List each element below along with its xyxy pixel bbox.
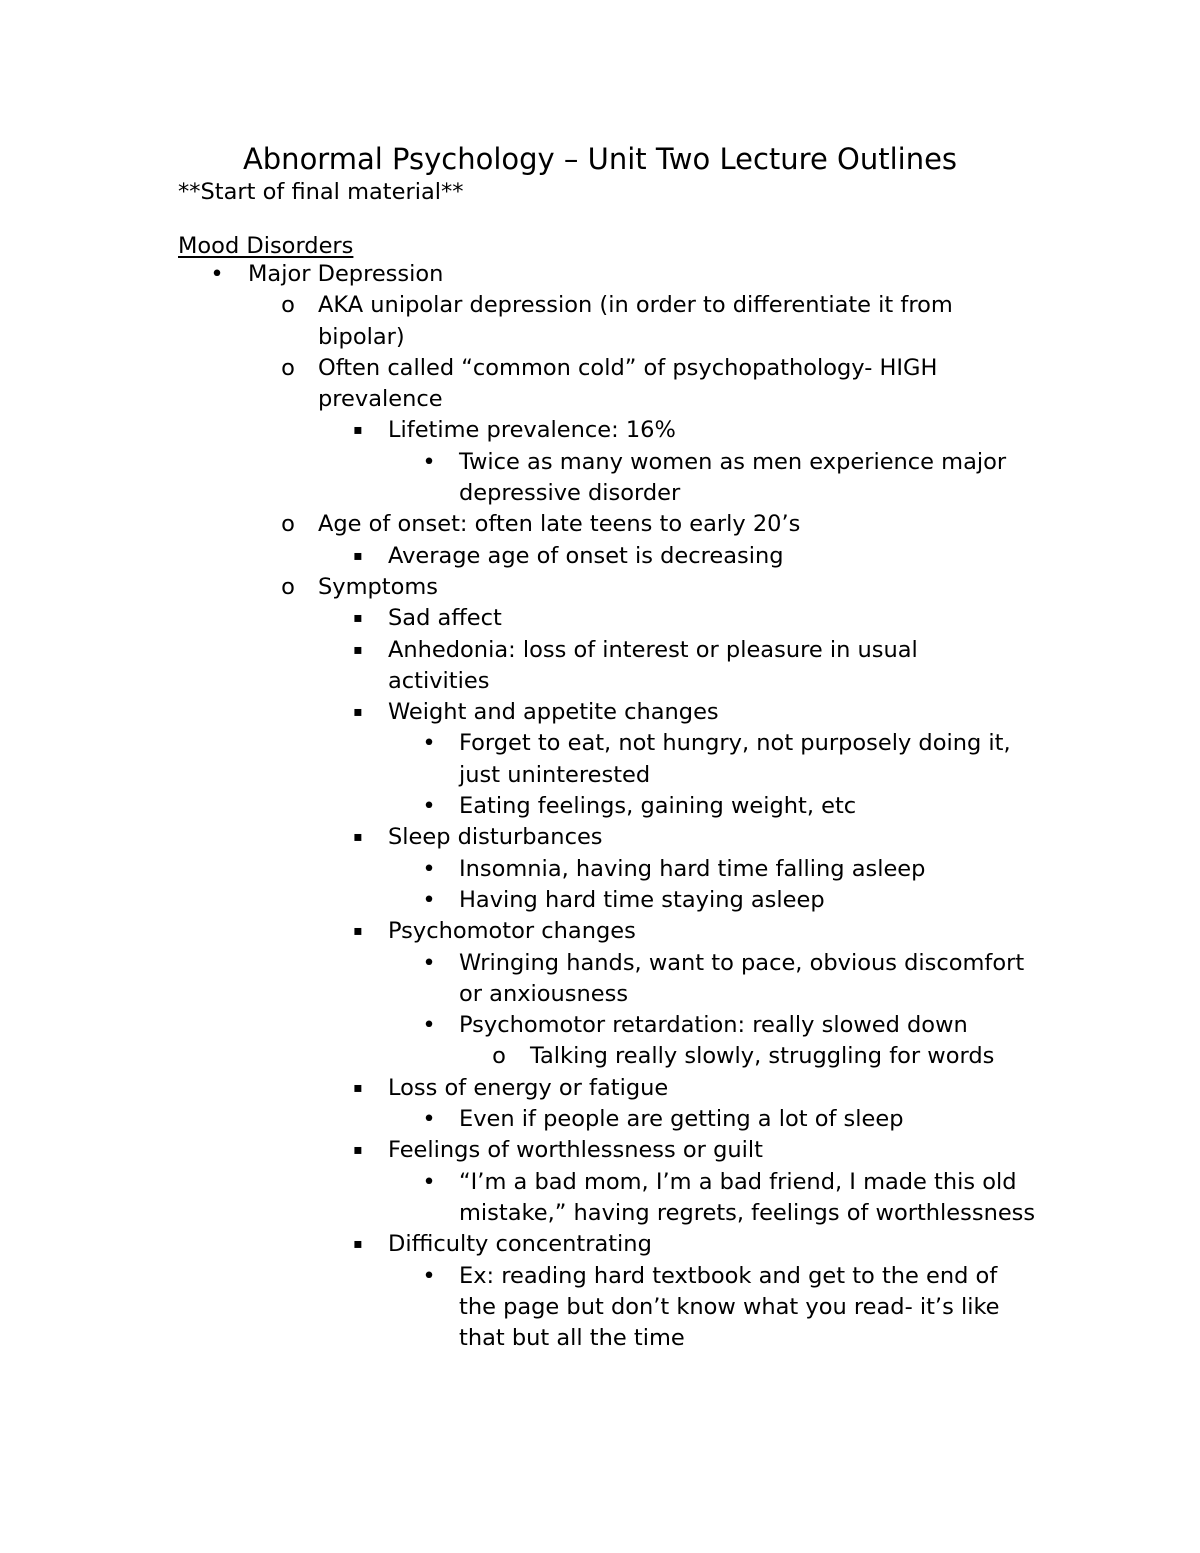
bullet-icon: o bbox=[492, 1043, 506, 1070]
outline-item bbox=[0, 791, 1039, 822]
bullet-icon: ▪ bbox=[353, 829, 363, 846]
outline-item-text: AKA unipolar depression (in order to differentiate it from bipolar) bbox=[318, 292, 953, 350]
outline-item bbox=[0, 916, 990, 947]
outline-item bbox=[0, 1104, 1039, 1135]
outline-item-text: Forget to eat, not hungry, not purposely doing it, just uninterested bbox=[459, 730, 1011, 788]
outline-item bbox=[0, 572, 990, 603]
outline-item-text: Age of onset: often late teens to early 20’s bbox=[318, 511, 801, 538]
outline-item bbox=[0, 948, 1039, 1011]
bullet-icon: • bbox=[422, 1012, 436, 1039]
bullet-icon: • bbox=[422, 448, 436, 475]
outline-item bbox=[0, 415, 990, 446]
bullet-icon: ▪ bbox=[353, 704, 363, 721]
bullet-icon: ▪ bbox=[353, 422, 363, 439]
outline-item bbox=[0, 854, 1039, 885]
outline-item-text: Often called “common cold” of psychopathology- HIGH prevalence bbox=[318, 354, 938, 413]
outline-item bbox=[0, 353, 990, 416]
bullet-icon: ▪ bbox=[353, 641, 363, 658]
outline-item bbox=[0, 1010, 1039, 1041]
bullet-icon: ▪ bbox=[353, 610, 363, 627]
bullet-icon: o bbox=[281, 511, 295, 538]
outline-item bbox=[0, 1135, 990, 1166]
bullet-icon: ▪ bbox=[353, 1142, 363, 1159]
outline-item bbox=[0, 1229, 990, 1260]
outline-list bbox=[0, 259, 1200, 1354]
outline-item-text: Psychomotor changes bbox=[388, 918, 636, 945]
bullet-icon: • bbox=[422, 949, 436, 976]
outline-item bbox=[0, 603, 990, 634]
bullet-icon: o bbox=[281, 573, 295, 600]
bullet-icon: • bbox=[422, 1106, 436, 1133]
bullet-icon: o bbox=[281, 354, 295, 381]
outline-item-text: Sleep disturbances bbox=[388, 824, 603, 851]
outline-item-text: Difficulty concentrating bbox=[388, 1231, 652, 1258]
outline-item bbox=[0, 290, 990, 353]
outline-item-text: Symptoms bbox=[318, 573, 439, 600]
bullet-icon: o bbox=[281, 292, 295, 319]
outline-item-text: Anhedonia: loss of interest or pleasure in usual activities bbox=[388, 636, 918, 694]
outline-item-text: Having hard time staying asleep bbox=[459, 886, 825, 913]
outline-item bbox=[0, 885, 1039, 916]
bullet-icon: • bbox=[422, 1168, 436, 1195]
outline-item-text: Twice as many women as men experience major depressive disorder bbox=[459, 448, 1007, 507]
bullet-icon: ▪ bbox=[353, 1236, 363, 1253]
outline-item-text: Psychomotor retardation: really slowed down bbox=[459, 1012, 968, 1039]
bullet-icon: ▪ bbox=[353, 923, 363, 940]
bullet-icon: ▪ bbox=[353, 547, 363, 564]
outline-item-text: Insomnia, having hard time falling asleep bbox=[459, 855, 926, 882]
outline-item bbox=[0, 1261, 1039, 1355]
section-heading: Mood Disorders bbox=[178, 233, 354, 259]
outline-item bbox=[0, 1041, 1030, 1072]
outline-item-text: Major Depression bbox=[248, 261, 444, 287]
page-title: Abnormal Psychology – Unit Two Lecture Outlines bbox=[242, 142, 958, 176]
outline-item bbox=[0, 635, 990, 698]
bullet-icon: • bbox=[422, 855, 436, 882]
bullet-icon: • bbox=[422, 886, 436, 913]
outline-item-text: Average age of onset is decreasing bbox=[388, 542, 784, 569]
outline-item bbox=[0, 447, 1039, 510]
outline-item-text: Even if people are getting a lot of sleep bbox=[459, 1106, 904, 1133]
outline-item bbox=[0, 259, 1200, 290]
outline-item bbox=[0, 728, 1039, 791]
outline-item-text: Loss of energy or fatigue bbox=[388, 1074, 669, 1101]
bullet-icon: • bbox=[210, 261, 224, 287]
outline-item-text: “I’m a bad mom, I’m a bad friend, I made this old mistake,” having regrets, feelings of worthlessness bbox=[459, 1168, 1036, 1226]
outline-item-text: Eating feelings, gaining weight, etc bbox=[459, 793, 857, 820]
bullet-icon: • bbox=[422, 793, 436, 820]
outline-item bbox=[0, 1073, 990, 1104]
bullet-icon: • bbox=[422, 1262, 436, 1289]
outline-item bbox=[0, 509, 990, 540]
outline-item-text: Lifetime prevalence: 16% bbox=[388, 417, 676, 444]
outline-item-text: Sad affect bbox=[388, 605, 502, 632]
outline-item bbox=[0, 1167, 1039, 1230]
outline-item bbox=[0, 822, 990, 853]
outline-item-text: Ex: reading hard textbook and get to the end of the page but don’t know what you read- it’s like that but all the time bbox=[459, 1262, 1000, 1352]
outline-item bbox=[0, 541, 990, 572]
bullet-icon: ▪ bbox=[353, 1079, 363, 1096]
bullet-icon: • bbox=[422, 730, 436, 757]
outline-item bbox=[0, 697, 990, 728]
page-subtitle: **Start of final material** bbox=[178, 179, 464, 205]
outline-item-text: Wringing hands, want to pace, obvious discomfort or anxiousness bbox=[459, 949, 1025, 1007]
outline-item-text: Talking really slowly, struggling for words bbox=[530, 1043, 995, 1070]
outline-item-text: Weight and appetite changes bbox=[388, 699, 719, 726]
outline-item-text: Feelings of worthlessness or guilt bbox=[388, 1137, 763, 1164]
